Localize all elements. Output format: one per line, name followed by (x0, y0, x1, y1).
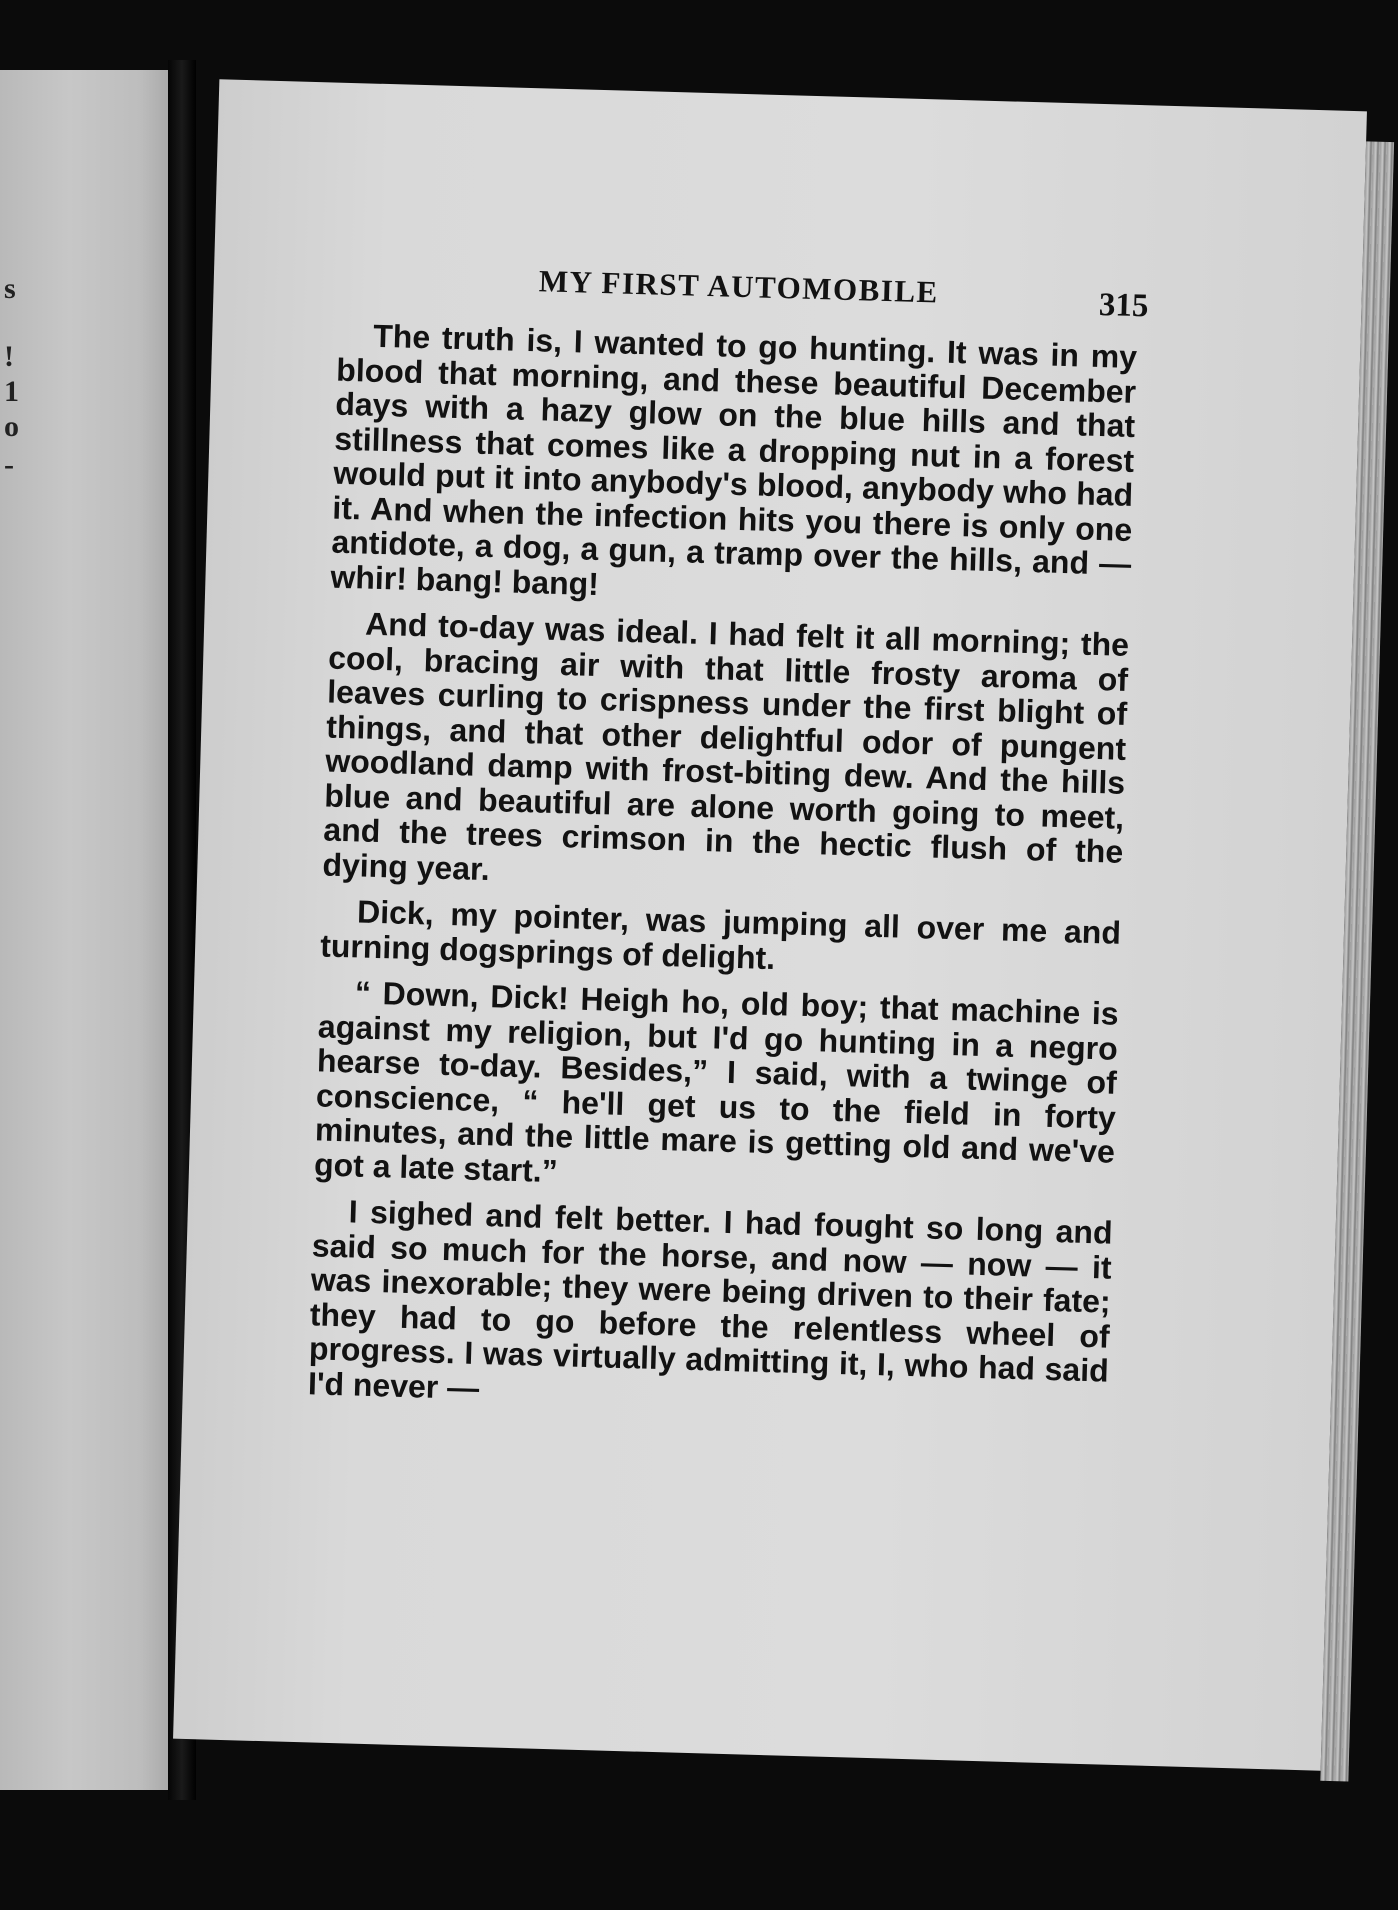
left-page-fragment: s (4, 272, 16, 305)
page-text-block (307, 258, 1149, 1435)
book-page (173, 79, 1367, 1770)
left-page-fragment: ! (4, 340, 14, 373)
left-page-fragment: 1 (4, 375, 19, 408)
page-edge (1320, 141, 1394, 1781)
paragraph: “ Down, Dick! Heigh ho, old boy; that machine is against my religion, but I'd go hunting in a negro hearse to-day. Besides,” I said, with a twinge of conscience, “ he'll get us to the field in forty minutes, and the little mare is getting old and we've got a late start.” (313, 974, 1120, 1189)
paragraph: And to-day was ideal. I had felt it all morning; the cool, bracing air with that little frosty aroma of leaves curling to crispness under the first blight of things, and that other delightful odor of pungent woodland damp with frost-biting dew. And the hills blue and beautiful are alone worth going to meet, and the trees crimson in the hectic flush of the dying year. (322, 605, 1130, 887)
paragraph: Dick, my pointer, was jumping all over me and turning dogsprings of delight. (319, 893, 1122, 976)
page-number: 315 (1098, 286, 1149, 325)
left-page (0, 70, 175, 1790)
paragraph: The truth is, I wanted to go hunting. It was in my blood that morning, and these beautiful December days with a hazy glow on the blue hills and that stillness that comes like a dropping nut in a forest would put it into anybody's blood, anybody who had it. And when the infection hits you there is only one antidote, a dog, a gun, a tramp over the hills, and — whir! bang! bang! (330, 317, 1138, 602)
left-page-fragment: o (4, 410, 19, 443)
paragraph: I sighed and felt better. I had fought so long and said so much for the horse, and now — now — it was inexorable; they were being driven to their fate; they had to go before the relentless wheel of progress. I was virtually admitting it, I, who had said I'd never — (307, 1193, 1114, 1406)
running-title: MY FIRST AUTOMOBILE (538, 263, 940, 310)
left-page-fragment: - (4, 448, 14, 481)
